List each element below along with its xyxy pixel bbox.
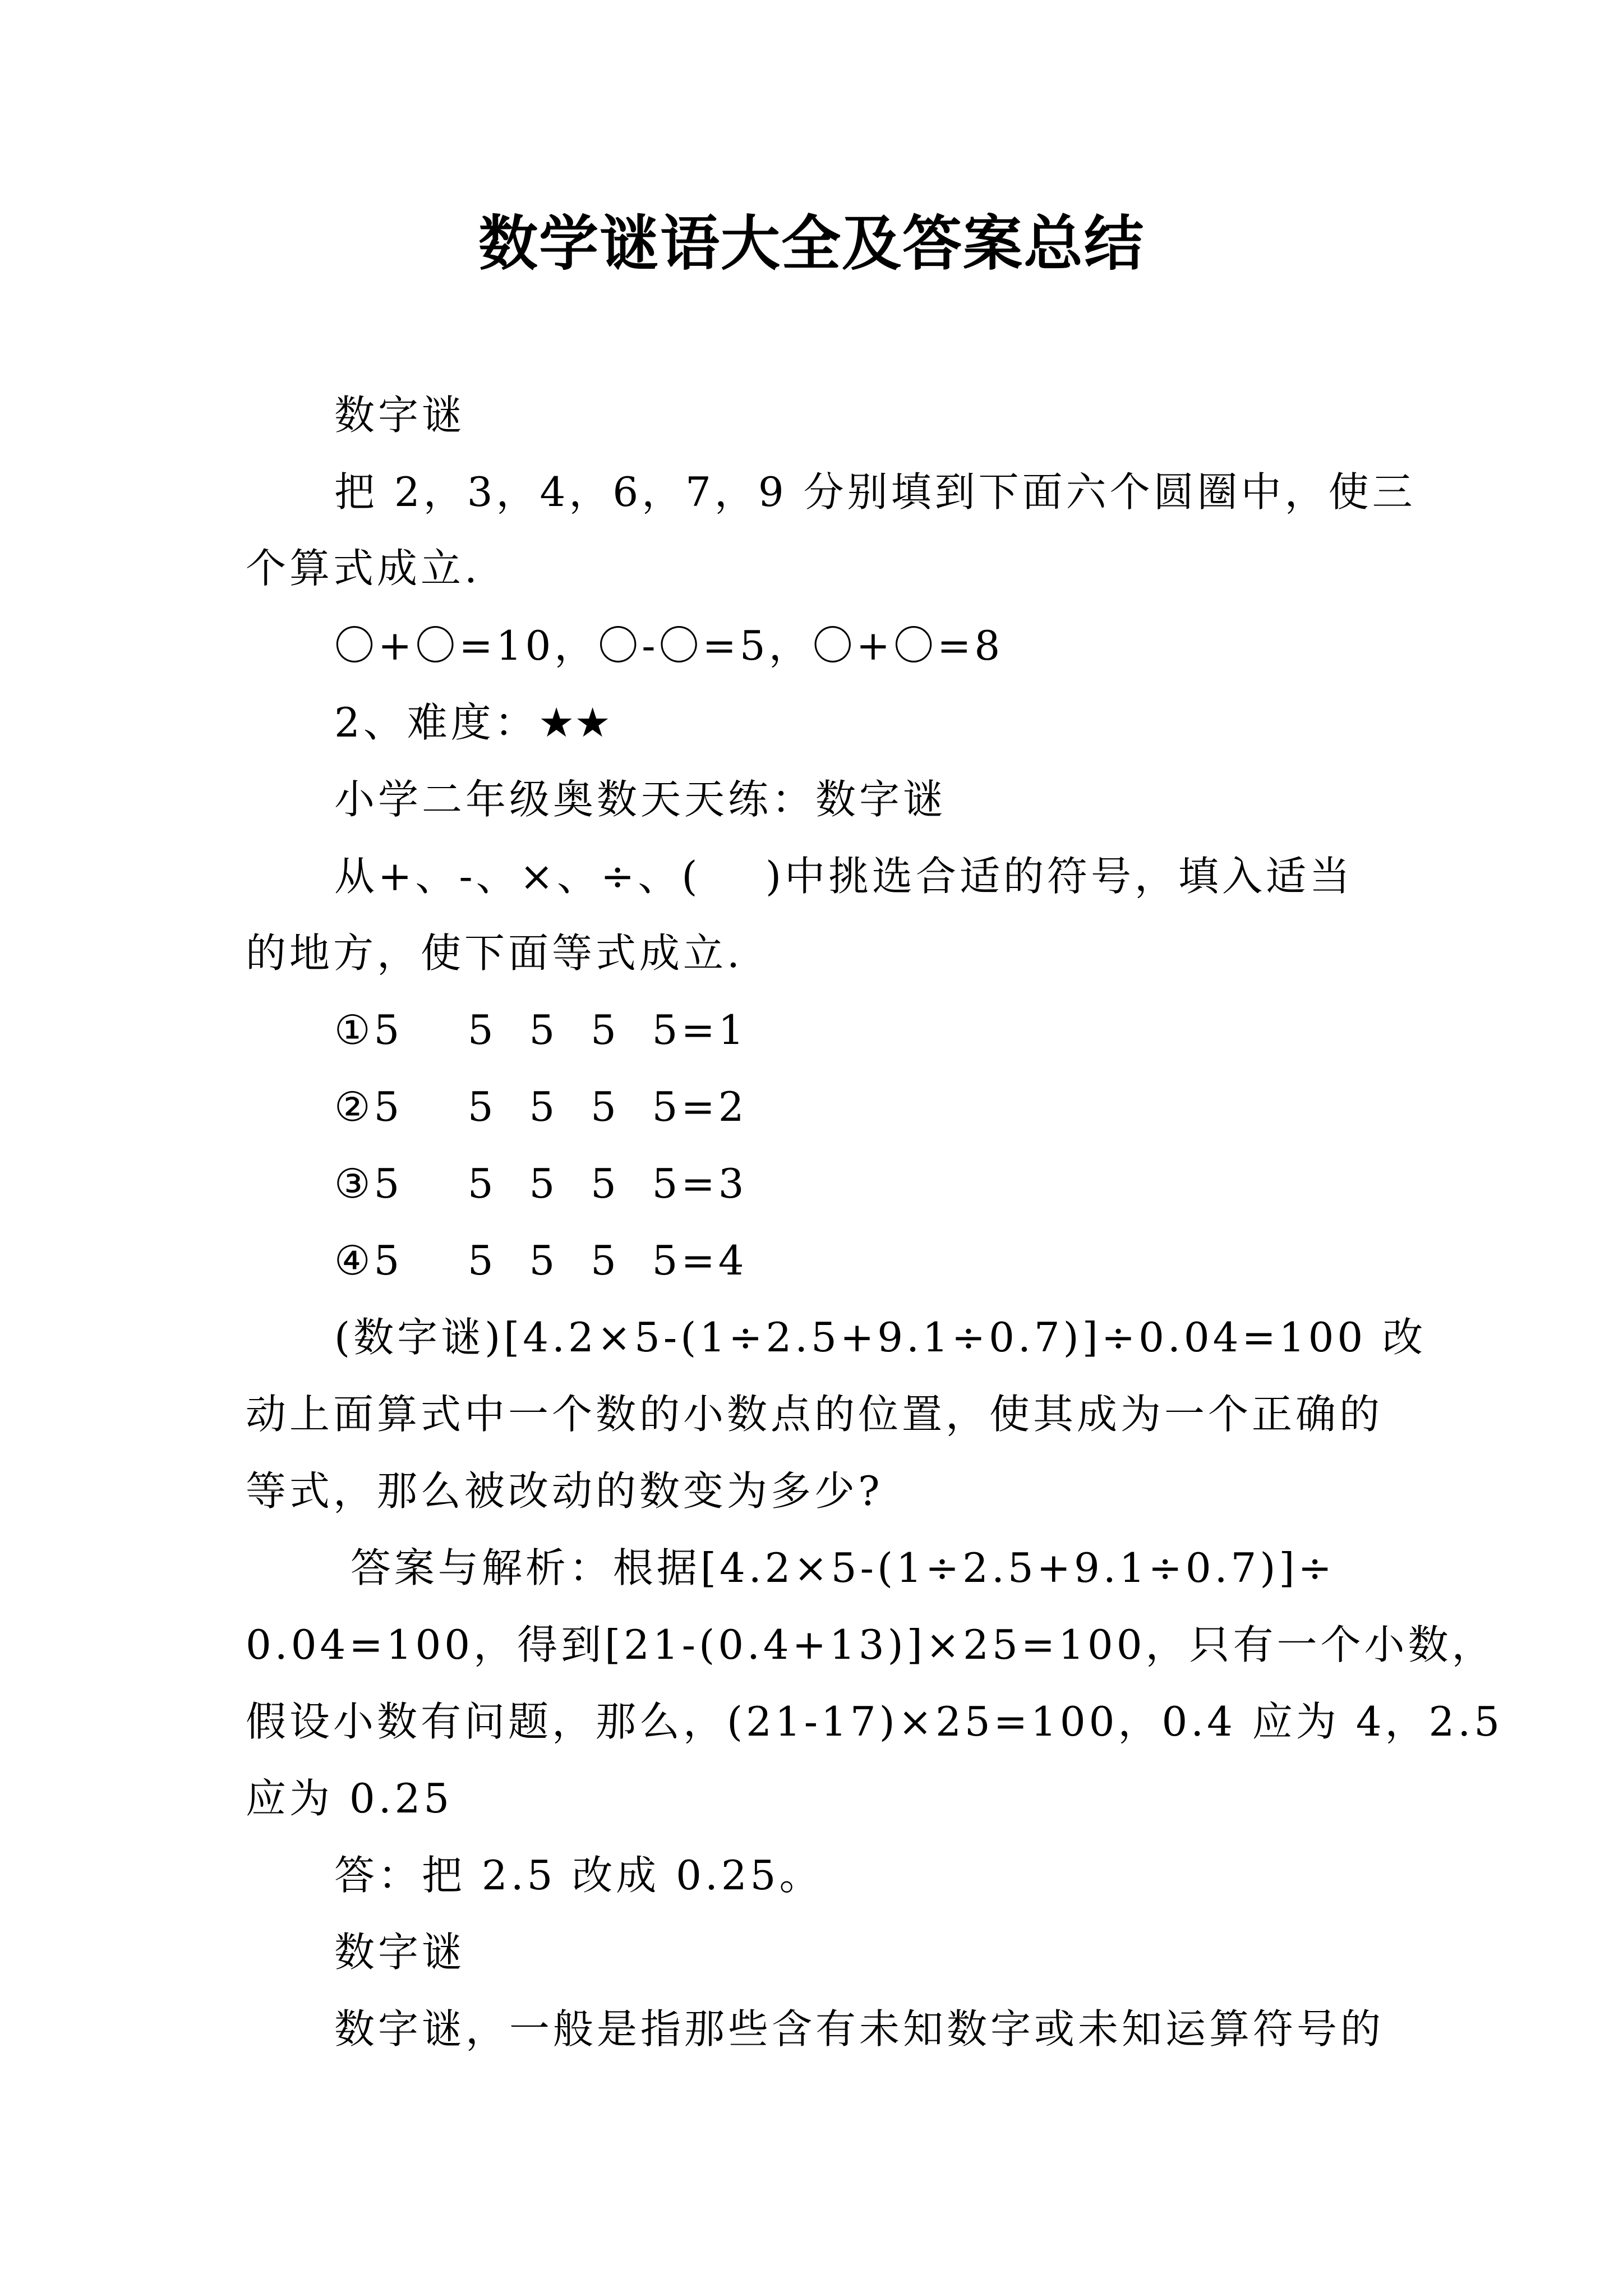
paragraph-line: 动上面算式中一个数的小数点的位置，使其成为一个正确的 (246, 1391, 1384, 1438)
equation-line: ④5 5 5 5 5=4 (334, 1237, 748, 1284)
paragraph-line: 从+、-、×、÷、( )中挑选合适的符号，填入适当 (334, 853, 1354, 900)
star-rating-icon: ★★ (538, 699, 611, 746)
paragraph-line: 把 2，3，4，6，7，9 分别填到下面六个圆圈中，使三 (334, 468, 1416, 516)
paragraph-line: 等式，那么被改动的数变为多少? (246, 1467, 883, 1515)
difficulty-line (334, 694, 611, 751)
paragraph-line: 数字谜，一般是指那些含有未知数字或未知运算符号的 (334, 2005, 1385, 2053)
paragraph-line: 的地方，使下面等式成立. (246, 930, 743, 977)
answer-line: 答：把 2.5 改成 0.25。 (334, 1852, 823, 1899)
equation-line: ①5 5 5 5 5=1 (334, 1006, 748, 1053)
difficulty-label: 2、难度： (334, 699, 538, 746)
section-heading: 数字谜 (334, 392, 466, 439)
equation-line: ③5 5 5 5 5=3 (334, 1160, 748, 1207)
answer-line: 0.04=100，得到[21-(0.4+13)]×25=100，只有一个小数， (246, 1621, 1496, 1668)
paragraph-line: (数字谜)[4.2×5-(1÷2.5+9.1÷0.7)]÷0.04=100 改 (334, 1314, 1427, 1361)
paragraph-line: 个算式成立. (246, 545, 481, 592)
equation-line: 〇+〇=10，〇-〇=5，〇+〇=8 (334, 622, 1004, 669)
document-title: 数学谜语大全及答案总结 (478, 209, 1145, 278)
answer-line: 假设小数有问题，那么，(21-17)×25=100，0.4 应为 4，2.5 (246, 1698, 1504, 1745)
paragraph-line: 小学二年级奥数天天练：数字谜 (334, 776, 947, 823)
answer-line: 答案与解析：根据[4.2×5-(1÷2.5+9.1÷0.7)]÷ (334, 1544, 1335, 1591)
answer-line: 应为 0.25 (246, 1775, 453, 1822)
section-heading: 数字谜 (334, 1929, 466, 1976)
equation-line: ②5 5 5 5 5=2 (334, 1083, 748, 1130)
